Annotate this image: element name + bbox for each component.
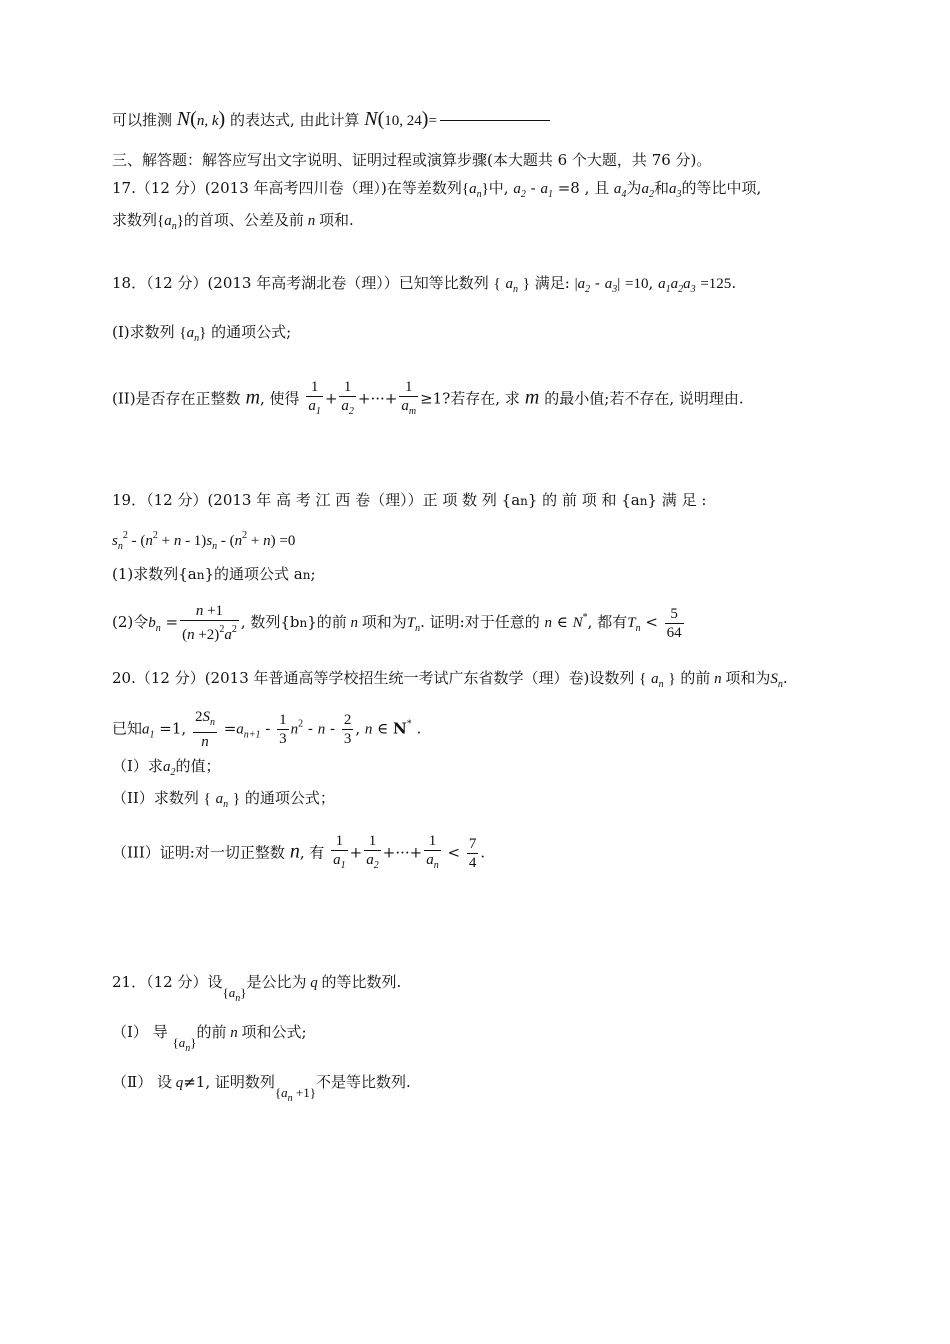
question-20-line1: 20.（12 分）(2013 年普通高等学校招生统一考试广东省数学（理）卷)设数列 { $a_n$ } 的前 n 项和为$S_n$.	[112, 669, 788, 690]
question-18-line1: 18．（12 分）(2013 年高考湖北卷（理））已知等比数列 { $a_n$ } 满足: $|a_2 - a_3| =10$, $a_1a_2a_3 =125$.	[112, 274, 737, 295]
question-18-part1: (I)求数列 $\{a_n\}$ 的通项公式;	[112, 323, 292, 344]
question-17-line1: 17.（12 分）(2013 年高考四川卷（理）)在等差数列$\{a_n\}$中, $a_2 - a_1 =8$ , 且 $a_4$为$a_2$和$a_3$的等比中项,	[112, 179, 762, 200]
question-19-equation: $s_n^2 - (n^2 + n - 1)s_n - (n^2 + n) =0$	[112, 530, 296, 552]
question-21-part2: （Ⅱ） 设 q≠1, 证明数列$\{a_n +1\}$不是等比数列.	[112, 1073, 411, 1104]
question-20-part2: （II）求数列 { $a_n$ } 的通项公式；	[112, 789, 335, 810]
fill-in-prefix: 可以推测	[112, 111, 173, 129]
question-19-line1: 19．（12 分）(2013 年 高 考 江 西 卷（理））正 项 数 列 {an} 的 前 项 和 {an} 满 足 :	[112, 491, 707, 509]
question-17-line2: 求数列$\{a_n\}$的首项、公差及前 n 项和.	[112, 211, 354, 232]
question-18-part2: (II)是否存在正整数 m, 使得 $\frac{1}{a_1}$ + $\frac{1}{a_2}$ +···+ $\frac{1}{a_m}$ ≥1?若存在, 求 m 的最小值;若不存在, 说明理由.	[112, 379, 744, 417]
answer-blank	[440, 120, 550, 121]
question-21-part1: （Ⅰ） 导 $\{a_n\}$的前 n 项和公式;	[112, 1023, 307, 1054]
question-21-line1: 21．（12 分）设$\{a_n\}$是公比为 q 的等比数列.	[112, 973, 402, 1004]
fill-in-mid: 的表达式, 由此计算	[229, 111, 360, 129]
section-heading: 三、解答题：解答应写出文字说明、证明过程或演算步骤(本大题共 6 个大题，共 76 分)。	[112, 151, 712, 169]
function-N: N	[176, 108, 191, 130]
function-args: n, k	[196, 113, 219, 129]
question-20-part3: （III）证明:对一切正整数 n, 有 $\frac{1}{a_1}$ + $\frac{1}{a_2}$ +···+ $\frac{1}{a_n}$ < $\frac{7}{4}$ .	[112, 833, 486, 871]
question-20-part1: （I）求$a_2$的值；	[112, 757, 221, 778]
question-20-line2: 已知$a_1 =1$, $\frac{2S_n}{n}$ $=a_{n+1}$ - $\frac{1}{3}$ $n^2$ - n - $\frac{2}{3}$ , n ∈ N* .	[112, 709, 422, 750]
question-19-part2: (2)令$b_n$ = $\frac{n +1}{(n +2)^2a^2}$ , 数列{bn}的前 n 项和为$T_n$. 证明:对于任意的 n ∈ N*, 都有$T_n$ < $\frac{5}{64}$	[112, 603, 682, 643]
function-args-values: 10, 24	[384, 113, 422, 129]
question-19-part1: (1)求数列{an}的通项公式 an;	[112, 565, 316, 583]
fill-in-line: 可以推测 N(n, k) 的表达式, 由此计算 N(10, 24)=	[112, 109, 550, 131]
